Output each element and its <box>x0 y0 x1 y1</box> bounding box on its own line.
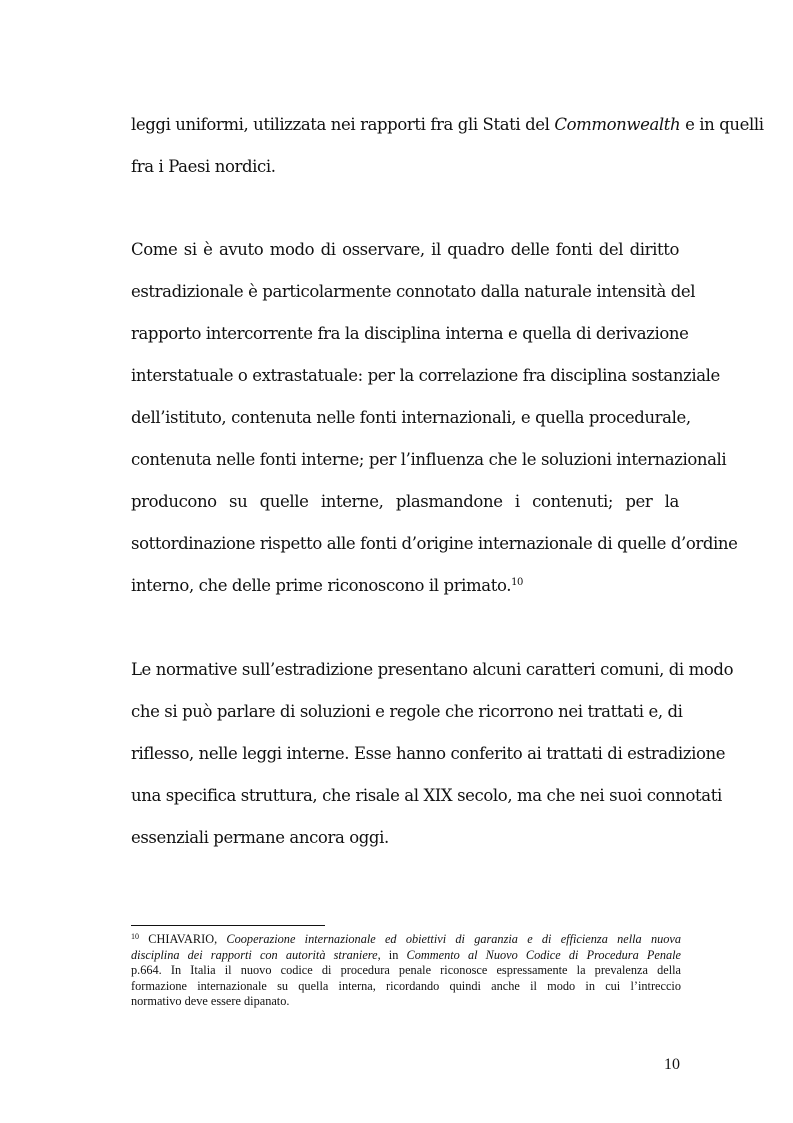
text-line: Le normative sull’estradizione presentano alcuni caratteri comuni, di modo <box>131 660 734 679</box>
text-line <box>131 575 679 617</box>
footnote-line: formazione internazionale su quella interna, ricordando quindi anche il modo in cui l’intreccio <box>131 978 681 993</box>
text-line <box>131 114 764 156</box>
text-span: e in quelli <box>680 115 764 134</box>
footnote-source: Commento al Nuovo Codice di Procedura Penale <box>406 947 681 962</box>
footnote-line: normativo deve essere dipanato. <box>131 994 290 1008</box>
italic-term: Commonwealth <box>554 115 681 134</box>
footnote-title: Cooperazione internazionale ed obiettivi di garanzia e di efficienza nella nuova <box>226 932 681 946</box>
footnote-10 <box>131 932 681 1010</box>
text-line: contenuta nelle fonti interne; per l’influenza che le soluzioni internazionali <box>131 450 727 469</box>
text-span: interno, che delle prime riconoscono il primato. <box>131 576 512 595</box>
footnote-author: CHIAVARIO, <box>148 932 227 946</box>
footnote-title: disciplina dei rapporti con autorità straniere <box>131 947 378 962</box>
text-line: riflesso, nelle leggi interne. Esse hanno conferito ai trattati di estradizione <box>131 744 726 763</box>
text-line: essenziali permane ancora oggi. <box>131 828 389 847</box>
footnote-line <box>131 932 681 948</box>
text-line: producono su quelle interne, plasmandone i contenuti; per la <box>131 492 679 511</box>
paragraph-normative-estradizione <box>131 659 734 869</box>
paragraph-commonwealth <box>131 114 764 198</box>
footnote-line: p.664. In Italia il nuovo codice di procedura penale riconosce espressamente la prevalenza della <box>131 963 681 977</box>
footnote-number: 10 <box>131 932 139 941</box>
text-line: interstatuale o extrastatuale: per la correlazione fra disciplina sostanziale <box>131 366 720 385</box>
text-line: sottordinazione rispetto alle fonti d’origine internazionale di quelle d’ordine <box>131 534 738 553</box>
text-line: rapporto intercorrente fra la disciplina interna e quella di derivazione <box>131 324 689 343</box>
text-line: una specifica struttura, che risale al XIX secolo, ma che nei suoi connotati <box>131 786 722 805</box>
footnote-separator <box>131 925 325 926</box>
text-line: Come si è avuto modo di osservare, il quadro delle fonti del diritto <box>131 240 679 259</box>
footnote-connector: , in <box>377 947 407 962</box>
footnote-line <box>131 948 681 964</box>
text-line: estradizionale è particolarmente connotato dalla naturale intensità del <box>131 282 696 301</box>
footnote-reference[interactable]: 10 <box>511 577 524 588</box>
text-line: dell’istituto, contenuta nelle fonti internazionali, e quella procedurale, <box>131 408 691 427</box>
text-line: fra i Paesi nordici. <box>131 157 276 176</box>
text-span: leggi uniformi, utilizzata nei rapporti fra gli Stati del <box>131 115 555 134</box>
text-line: che si può parlare di soluzioni e regole che ricorrono nei trattati e, di <box>131 702 683 721</box>
paragraph-fonti-diritto <box>131 239 738 617</box>
page-number: 10 <box>664 1056 680 1073</box>
